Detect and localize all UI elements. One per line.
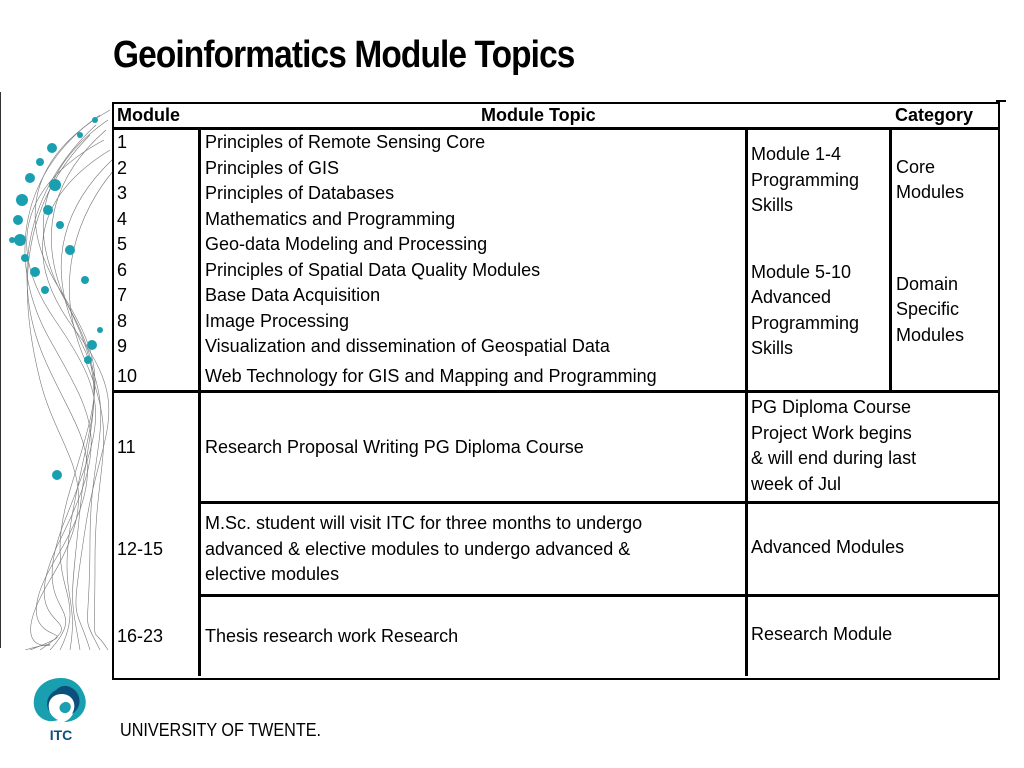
- category-line: Specific: [896, 299, 960, 319]
- itc-logo-text: ITC: [49, 727, 73, 743]
- row-divider-11: [198, 501, 1000, 504]
- category-line: & will end during last: [751, 448, 917, 468]
- module-topic: Visualization and dissemination of Geospatial Data: [205, 336, 610, 356]
- module-topic: Geo-data Modeling and Processing: [205, 234, 488, 254]
- skills-line: Programming: [751, 170, 860, 190]
- category-line: Modules: [896, 325, 965, 345]
- module-number: 7: [117, 285, 128, 305]
- category-line: week of Jul: [751, 474, 842, 494]
- module-number: 8: [117, 311, 128, 331]
- category-advanced: Advanced Modules: [751, 537, 905, 557]
- module-number: 16-23: [117, 626, 164, 646]
- module-number: 4: [117, 209, 128, 229]
- module-topic: Principles of Spatial Data Quality Modules: [205, 260, 541, 280]
- category-line: Project Work begins: [751, 423, 912, 443]
- skills-line: Module 1-4: [751, 144, 842, 164]
- skills-line: Programming: [751, 313, 860, 333]
- module-number: 11: [117, 437, 136, 457]
- module-number: 10: [117, 366, 138, 386]
- skills-line: Advanced: [751, 287, 832, 307]
- module-topic: Mathematics and Programming: [205, 209, 456, 229]
- decorative-fiber-graphic: [0, 90, 120, 650]
- header-module-topic: Module Topic: [481, 105, 596, 125]
- itc-logo: [26, 672, 96, 744]
- module-number: 9: [117, 336, 128, 356]
- category-line: Domain: [896, 274, 959, 294]
- module-topic: Base Data Acquisition: [205, 285, 381, 305]
- category-line: PG Diploma Course: [751, 397, 912, 417]
- col-divider-1: [198, 129, 201, 676]
- row-divider-12: [198, 594, 1000, 597]
- module-topic: Principles of Remote Sensing Core: [205, 132, 486, 152]
- module-topic: Principles of Databases: [205, 183, 395, 203]
- module-topic: Research Proposal Writing PG Diploma Course: [205, 437, 584, 457]
- col-divider-3: [889, 129, 892, 391]
- module-number: 3: [117, 183, 128, 203]
- category-research: Research Module: [751, 624, 893, 644]
- university-name: UNIVERSITY OF TWENTE.: [120, 720, 322, 740]
- module-number: 2: [117, 158, 128, 178]
- header-module: Module: [117, 105, 180, 125]
- topic-line: elective modules: [205, 564, 340, 584]
- module-number: 1: [117, 132, 128, 152]
- module-topic: Principles of GIS: [205, 158, 340, 178]
- module-number: 6: [117, 260, 128, 280]
- skills-line: Skills: [751, 195, 794, 215]
- module-topic: Image Processing: [205, 311, 350, 331]
- module-number: 12-15: [117, 539, 164, 559]
- module-topic: Web Technology for GIS and Mapping and Programming: [205, 366, 657, 386]
- left-border-line: [0, 92, 1, 648]
- module-number: 5: [117, 234, 128, 254]
- skills-line: Skills: [751, 338, 794, 358]
- page-title: Geoinformatics Module Topics: [113, 34, 575, 76]
- row-divider-10: [112, 390, 1000, 393]
- skills-line: Module 5-10: [751, 262, 852, 282]
- topic-line: advanced & elective modules to undergo advanced &: [205, 539, 631, 559]
- header-category: Category: [895, 105, 974, 125]
- topic-line: M.Sc. student will visit ITC for three months to undergo: [205, 513, 643, 533]
- category-line: Modules: [896, 182, 965, 202]
- module-topic: Thesis research work Research: [205, 626, 459, 646]
- col-divider-4: [745, 129, 748, 391]
- category-line: Core: [896, 157, 936, 177]
